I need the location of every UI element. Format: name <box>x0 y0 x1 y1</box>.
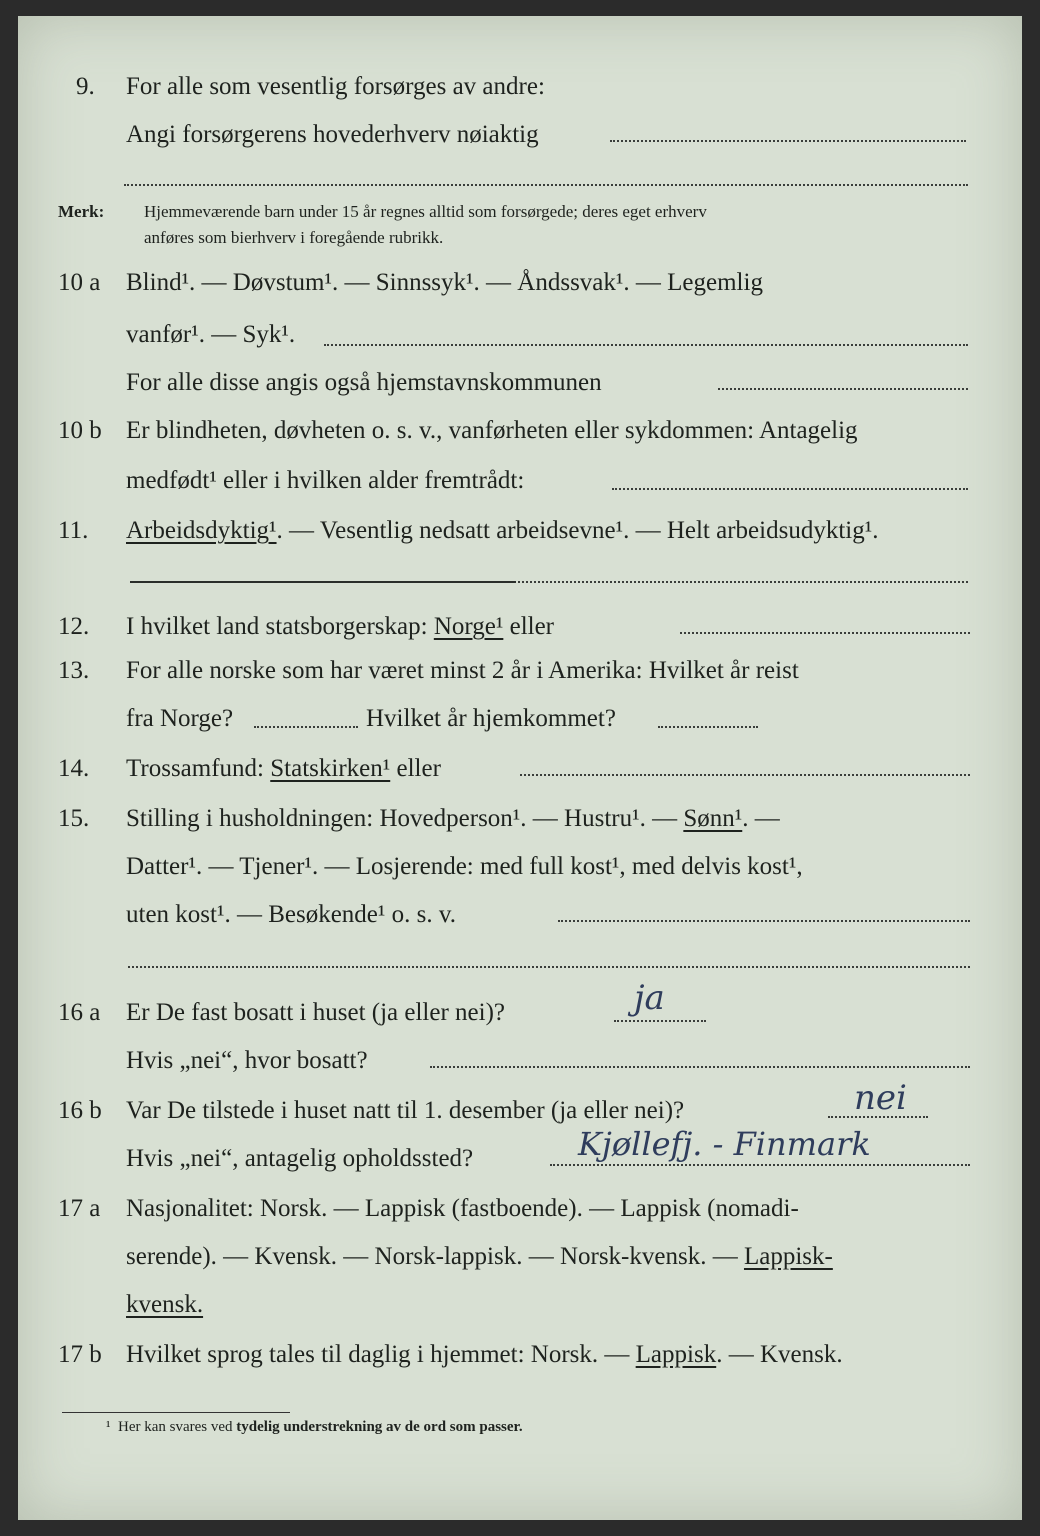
q10a-text3: For alle disse angis også hjemstavnskommunen <box>126 369 602 396</box>
q15-text3: uten kost¹. — Besøkende¹ o. s. v. <box>126 901 457 928</box>
q17a-number: 17 a <box>58 1195 101 1222</box>
q9-answer-field[interactable] <box>610 140 966 142</box>
q13-text2b: Hvilket år hjemkommet? <box>366 705 616 732</box>
q9-text2: Angi forsørgerens hovederhverv nøiaktig <box>126 121 539 148</box>
q16a-text2: Hvis „nei“, hvor bosatt? <box>126 1047 368 1074</box>
q13-number: 13. <box>58 657 90 684</box>
q17b-post: . — Kvensk. <box>716 1341 843 1368</box>
merk-text2: anføres som bierhverv i foregående rubrikk. <box>144 228 444 247</box>
q16b-text2: Hvis „nei“, antagelig opholdssted? <box>126 1145 474 1172</box>
q17a-text2-pre: serende). — Kvensk. — Norsk-lappisk. — Norsk-kvensk. — <box>126 1243 738 1270</box>
q11-answer-rule <box>130 581 516 583</box>
q14-text <box>126 754 441 784</box>
q17a-lappisk-underlined: Lappisk- <box>743 1243 833 1270</box>
q13-hjemkommet-field[interactable] <box>658 726 758 728</box>
q17b-text <box>126 1340 843 1370</box>
q10a-kommune-field[interactable] <box>718 388 968 390</box>
q14-post: eller <box>396 755 441 782</box>
q17a-text: Nasjonalitet: Norsk. — Lappisk (fastboende). — Lappisk (nomadi- <box>126 1195 799 1222</box>
q11-text <box>126 516 878 546</box>
q10b-text: Er blindheten, døvheten o. s. v., vanførheten eller sykdommen: Antagelig <box>126 417 858 444</box>
footnote-rule <box>62 1412 290 1413</box>
q15-answer-field[interactable] <box>558 920 970 922</box>
q10a-answer-field[interactable] <box>324 344 968 346</box>
q12-text <box>126 612 554 642</box>
q17b-number: 17 b <box>58 1341 102 1368</box>
q16a-handwritten-answer: ja <box>634 978 665 1018</box>
q10a-number: 10 a <box>58 269 101 296</box>
q11-rest: . — Vesentlig nedsatt arbeidsevne¹. — Helt arbeidsudyktig¹. <box>276 517 879 544</box>
q16b-text: Var De tilstede i huset natt til 1. desember (ja eller nei)? <box>126 1097 685 1124</box>
q16a-text: Er De fast bosatt i huset (ja eller nei)? <box>126 999 506 1026</box>
q12-answer-field[interactable] <box>680 632 970 634</box>
q16b-opholdssted-field[interactable] <box>550 1164 970 1166</box>
q10b-text2: medfødt¹ eller i hvilken alder fremtrådt: <box>126 467 525 494</box>
merk-text: Hjemmeværende barn under 15 år regnes alltid som forsørgede; deres eget erhverv <box>144 202 707 221</box>
census-form-page <box>18 16 1022 1520</box>
q12-number: 12. <box>58 613 90 640</box>
merk-label: Merk: <box>58 202 105 221</box>
q15-text2: Datter¹. — Tjener¹. — Losjerende: med full kost¹, med delvis kost¹, <box>126 853 803 880</box>
q16b-number: 16 b <box>58 1097 102 1124</box>
q17b-pre: Hvilket sprog tales til daglig i hjemmet: Norsk. — <box>126 1341 630 1368</box>
q9-text: For alle som vesentlig forsørges av andre: <box>126 73 545 100</box>
footnote-text: Her kan svares ved <box>118 1419 233 1435</box>
q15-answer-field2[interactable] <box>128 966 970 968</box>
q10a-text: Blind¹. — Døvstum¹. — Sinnssyk¹. — Åndssvak¹. — Legemlig <box>126 269 763 296</box>
q15-post: . — <box>742 805 780 832</box>
footnote-bold-text: tydelig understrekning av de ord som passer. <box>236 1419 523 1435</box>
q12-pre: I hvilket land statsborgerskap: <box>126 613 428 640</box>
q14-answer-field[interactable] <box>520 774 970 776</box>
q10a-text2: vanfør¹. — Syk¹. <box>126 321 296 348</box>
footnote-mark: ¹ <box>106 1419 111 1435</box>
q11-answer-field[interactable] <box>518 581 968 583</box>
q14-number: 14. <box>58 755 90 782</box>
q9-answer-field2[interactable] <box>124 184 968 186</box>
q16a-answer-field[interactable] <box>614 1020 706 1022</box>
q15-number: 15. <box>58 805 90 832</box>
q11-underlined: Arbeidsdyktig¹ <box>126 517 277 544</box>
q10b-number: 10 b <box>58 417 102 444</box>
footnote <box>106 1419 523 1436</box>
q16b-handwritten-answer2: Kjøllefj. - Finmark <box>578 1125 871 1163</box>
q14-statskirken-underlined: Statskirken¹ <box>270 755 391 782</box>
q14-pre: Trossamfund: <box>126 755 264 782</box>
q13-text: For alle norske som har været minst 2 år i Amerika: Hvilket år reist <box>126 657 799 684</box>
q11-number: 11. <box>58 517 89 544</box>
q13-reist-field[interactable] <box>254 726 358 728</box>
q17a-kvensk-underlined: kvensk. <box>126 1291 204 1318</box>
q12-post: eller <box>509 613 555 640</box>
q10b-answer-field[interactable] <box>612 488 968 490</box>
q16b-handwritten-answer1: nei <box>854 1078 907 1118</box>
q17a-text2 <box>126 1242 833 1272</box>
q15-sonn-underlined: Sønn¹ <box>683 805 743 832</box>
q12-norge-underlined: Norge¹ <box>433 613 504 640</box>
q16a-number: 16 a <box>58 999 101 1026</box>
q13-text2a: fra Norge? <box>126 705 234 732</box>
q15-text <box>126 804 780 834</box>
q17b-lappisk-underlined: Lappisk <box>635 1341 717 1368</box>
q16a-bosatt-field[interactable] <box>430 1066 970 1068</box>
q15-pre: Stilling i husholdningen: Hovedperson¹. — Hustru¹. — <box>126 805 678 832</box>
q9-number: 9. <box>76 73 95 100</box>
